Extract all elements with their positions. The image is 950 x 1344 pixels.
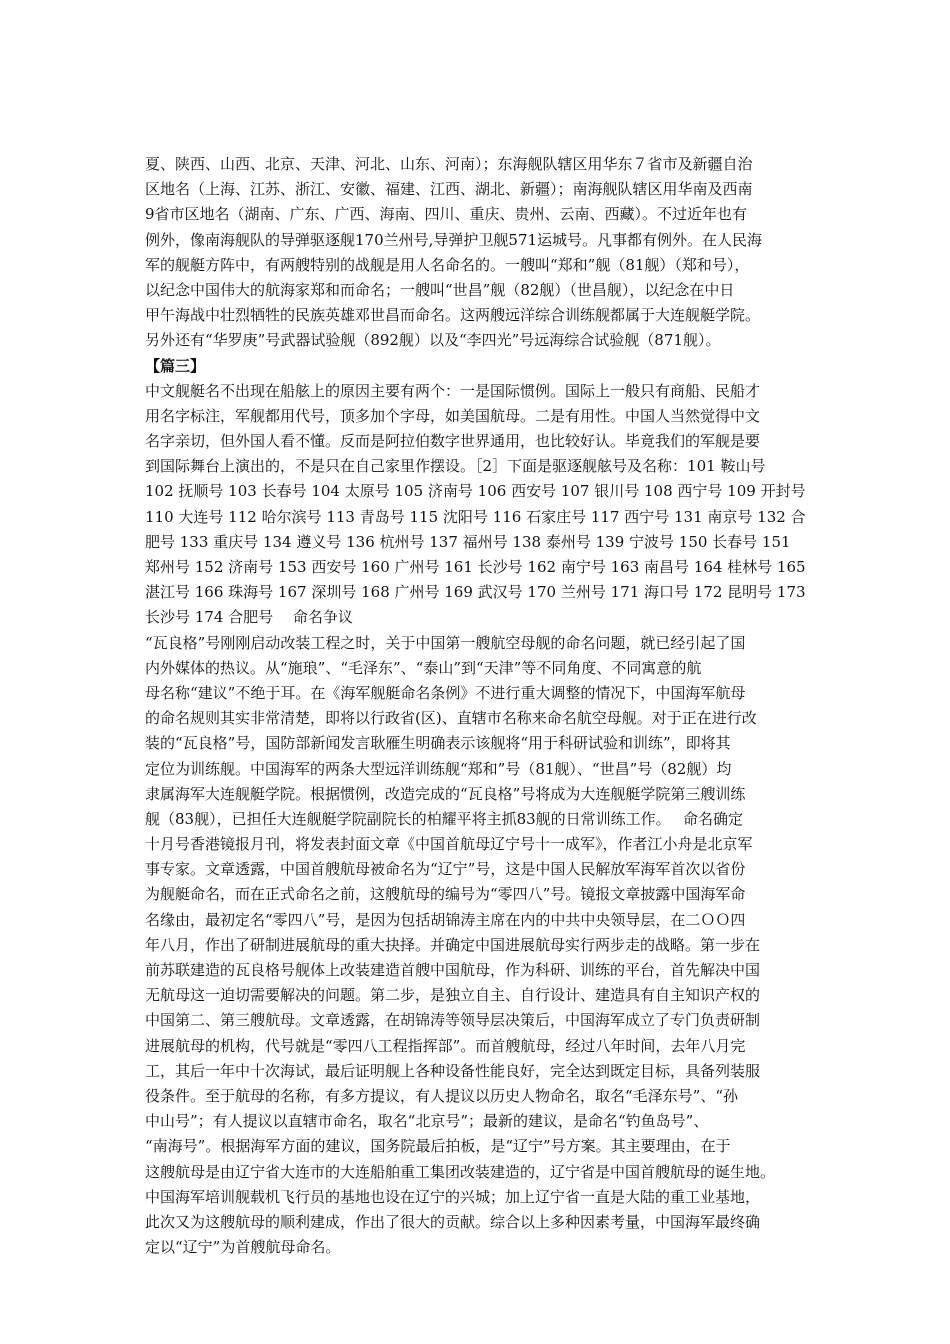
text-line: 到国际舞台上演出的，不是只在自己家里作摆设。［2］下面是驱逐舰舷号及名称：101 鞍山号 xyxy=(145,457,766,476)
text-line: “南海号”。根据海军方面的建议，国务院最后拍板，是“辽宁”号方案。其主要理由，在于 xyxy=(145,1137,731,1156)
text-line: 定以“辽宁”为首艘航母命名。 xyxy=(145,1238,341,1257)
text-line: 甲午海战中壮烈牺牲的民族英雄邓世昌而命名。这两艘远洋综合训练舰都属于大连舰艇学院。 xyxy=(145,306,761,325)
text-line: 郑州号 152 济南号 153 西安号 160 广州号 161 长沙号 162 南宁号 163 南昌号 164 桂林号 165 xyxy=(145,558,806,576)
text-line: 年八月，作出了研制进展航母的重大抉择。并确定中国进展航母实行两步走的战略。第一步在 xyxy=(145,935,761,954)
text-line: 例外，像南海舰队的导弹驱逐舰170兰州号,导弹护卫舰571运城号。凡事都有例外。在人民海 xyxy=(145,230,763,249)
text-line: 役条件。至于航母的名称，有多方提议，有人提议以历史人物命名，取名“毛泽东号”、“孙 xyxy=(145,1086,739,1105)
text-line: “瓦良格”号刚刚启动改装工程之时，关于中国第一艘航空母舰的命名问题，就已经引起了国 xyxy=(145,633,746,652)
text-line: 名缘由，最初定名“零四八”号，是因为包括胡锦涛主席在内的中共中央领导层，在二ＯＯ四 xyxy=(145,910,746,929)
text-line: 中文舰艇名不出现在船舷上的原因主要有两个：一是国际惯例。国际上一般只有商船、民船才 xyxy=(145,381,761,400)
text-line: 进展航母的机构，代号就是“零四八工程指挥部”。而首艘航母，经过八年时间，去年八月完 xyxy=(145,1036,746,1055)
text-line: 母名称“建议”不绝于耳。在《海军舰艇命名条例》不进行重大调整的情况下，中国海军航母 xyxy=(145,683,746,702)
text-line: 这艘航母是由辽宁省大连市的大连船舶重工集团改装建造的，辽宁省是中国首艘航母的诞生地。 xyxy=(145,1162,776,1181)
text-line: 为舰艇命名，而在正式命名之前，这艘航母的编号为“零四八”号。镜报文章披露中国海军命 xyxy=(145,885,746,904)
text-line: 定位为训练舰。中国海军的两条大型远洋训练舰“郑和”号（81舰）、“世昌”号（82舰）均 xyxy=(145,759,732,778)
text-line: 工，其后一年中十次海试，最后证明舰上各种设备性能良好，完全达到既定目标，具备列装服 xyxy=(145,1061,761,1080)
text-line: 长沙号 174 合肥号 命名争议 xyxy=(145,608,353,627)
text-line: 无航母这一迫切需要解决的问题。第二步，是独立自主、自行设计、建造具有自主知识产权的 xyxy=(145,986,761,1005)
text-line: 夏、陕西、山西、北京、天津、河北、山东、河南）；东海舰队辖区用华东７省市及新疆自治 xyxy=(145,155,753,173)
text-line: 肥号 133 重庆号 134 遵义号 136 杭州号 137 福州号 138 泰州号 139 宁波号 150 长春号 151 xyxy=(145,532,791,551)
text-line: 的命名规则其实非常清楚，即将以行政省(区)、直辖市名称来命名航空母舰。对于正在进行改 xyxy=(145,709,757,728)
text-line: 装的“瓦良格”号，国防部新闻发言耿雁生明确表示该舰将“用于科研试验和训练”，即将其 xyxy=(145,734,731,753)
text-line: 用名字标注，军舰都用代号，顶多加个字母，如美国航母。二是有用性。中国人当然觉得中文 xyxy=(145,406,761,425)
text-line: 内外媒体的热议。从“施琅”、“毛泽东”、“泰山”到“天津”等不同角度、不同寓意的航 xyxy=(145,658,702,677)
text-line: 十月号香港镜报月刊，将发表封面文章《中国首航母辽宁号十一成军》，作者江小舟是北京军 xyxy=(145,835,753,854)
text-line: 舰（83舰），已担任大连舰艇学院副院长的柏耀平将主抓83舰的日常训练工作。 命名确定 xyxy=(145,809,743,828)
paragraph-hull-numbers xyxy=(145,379,810,631)
text-line: 中国海军培训舰载机飞行员的基地也设在辽宁的兴城；加上辽宁省一直是大陆的重工业基地， xyxy=(145,1187,761,1206)
text-line: 军的舰艇方阵中，有两艘特别的战舰是用人名命名的。一艘叫“郑和”舰（81舰）（郑和号）， xyxy=(145,255,750,274)
text-line: 中国第二、第三艘航母。文章透露，在胡锦涛等领导层决策后，中国海军成立了专门负责研制 xyxy=(145,1011,761,1030)
text-line: 隶属海军大连舰艇学院。根据惯例，改造完成的“瓦良格”号将成为大连舰艇学院第三艘训练 xyxy=(145,784,746,803)
text-line: 另外还有“华罗庚”号武器试验舰（892舰）以及“李四光”号远海综合试验舰（871舰）。 xyxy=(145,331,721,350)
text-line: 以纪念中国伟大的航海家郑和而命名；一艘叫“世昌”舰（82舰）（世昌舰），以纪念在中日 xyxy=(145,280,735,299)
text-line: 区地名（上海、江苏、浙江、安徽、福建、江西、湖北、新疆）；南海舰队辖区用华南及西南 xyxy=(145,180,753,199)
text-line: 此次又为这艘航母的顺利建成，作出了很大的贡献。综合以上多种因素考量，中国海军最终确 xyxy=(145,1212,761,1231)
text-line: 名字亲切，但外国人看不懂。反而是阿拉伯数字世界通用，也比较好认。毕竟我们的军舰是要 xyxy=(145,432,761,451)
text-line: 前苏联建造的瓦良格号舰体上改装建造首艘中国航母，作为科研、训练的平台，首先解决中国 xyxy=(145,961,761,979)
text-line: 110 大连号 112 哈尔滨号 113 青岛号 115 沈阳号 116 石家庄号 117 西宁号 131 南京号 132 合 xyxy=(145,507,806,526)
text-line: 102 抚顺号 103 长春号 104 太原号 105 济南号 106 西安号 107 银川号 108 西宁号 109 开封号 xyxy=(145,482,806,501)
paragraph-fleet-naming xyxy=(145,152,810,354)
text-line: 湛江号 166 珠海号 167 深圳号 168 广州号 169 武汉号 170 兰州号 171 海口号 172 昆明号 173 xyxy=(145,583,806,602)
text-line: 事专家。文章透露，中国首艘航母被命名为“辽宁”号，这是中国人民解放军海军首次以省份 xyxy=(145,860,746,879)
text-line: 9省市区地名（湖南、广东、广西、海南、四川、重庆、贵州、云南、西藏）。不过近年也有 xyxy=(145,205,748,224)
paragraph-carrier-naming xyxy=(145,631,810,1261)
text-line: 中山号”；有人提议以直辖市命名，取名“北京号”；最新的建议，是命名“钓鱼岛号”、 xyxy=(145,1112,709,1131)
section-heading: 【篇三】 xyxy=(145,356,206,375)
document-page xyxy=(145,152,810,1260)
